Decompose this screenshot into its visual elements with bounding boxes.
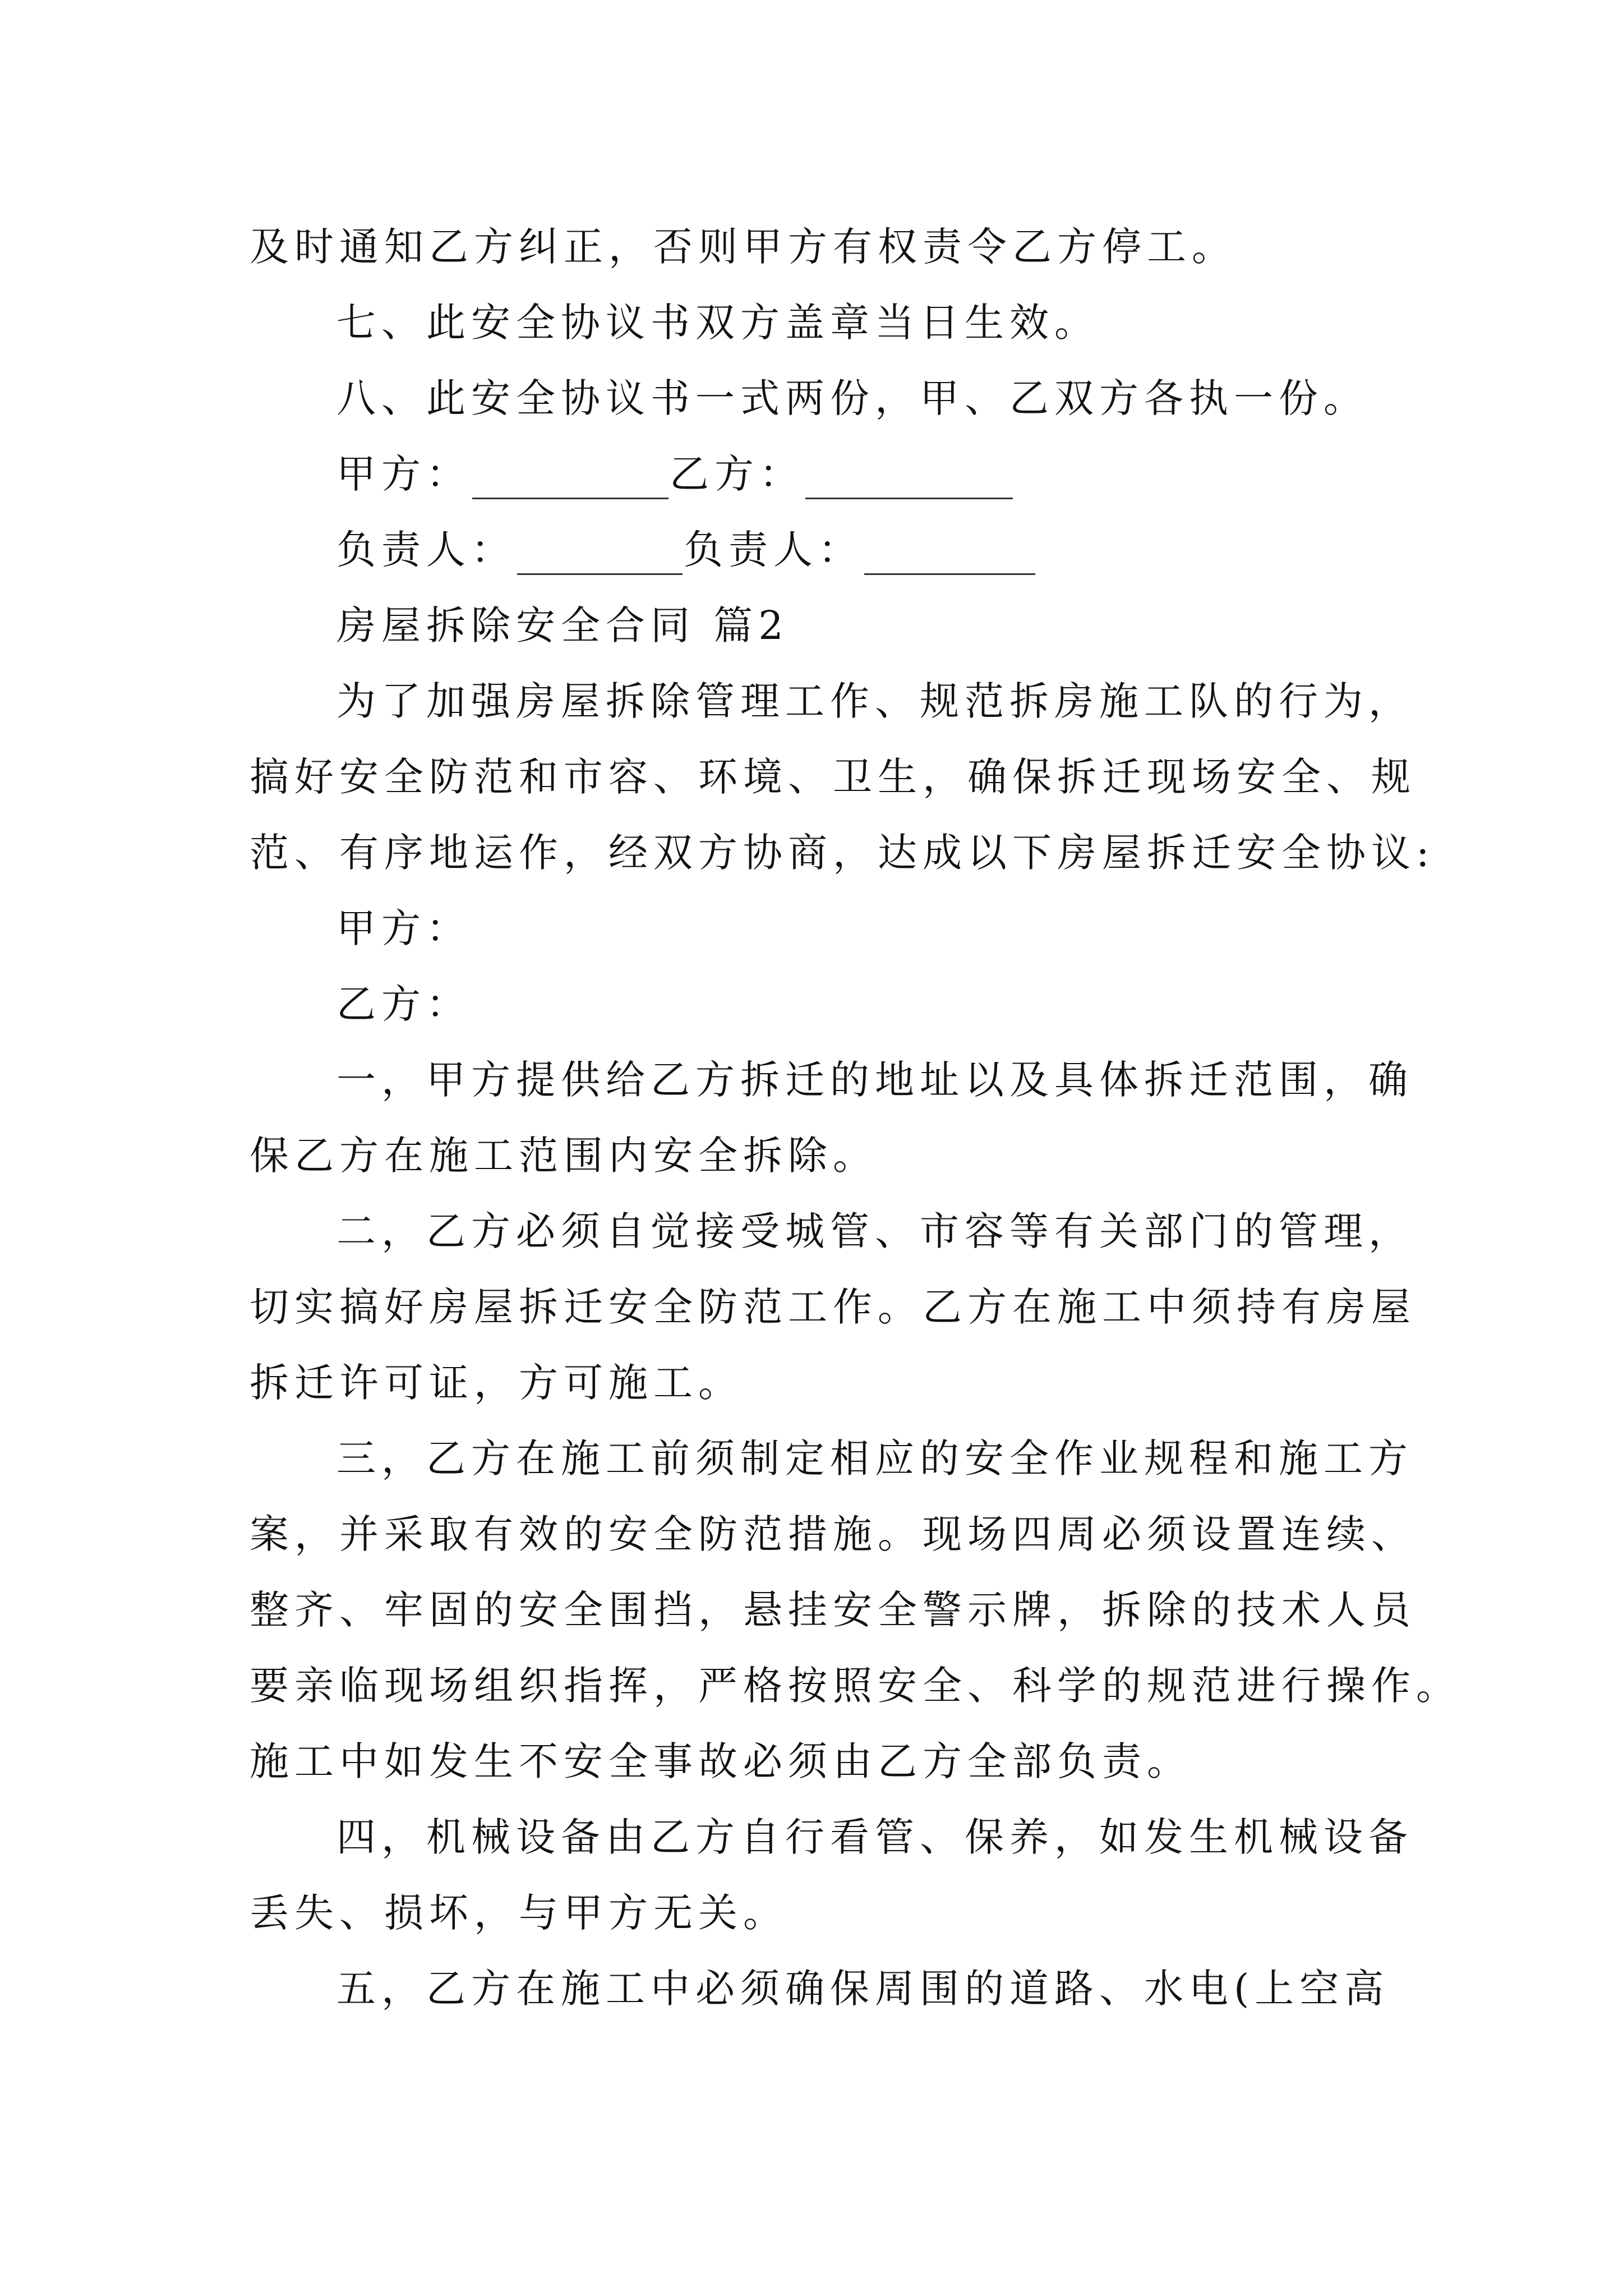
paragraph-line: 二，乙方必须自觉接受城管、市容等有关部门的管理，	[336, 1208, 1413, 1254]
responsible-b-label: 负责人：	[684, 527, 863, 573]
paragraph-line: 案，并采取有效的安全防范措施。现场四周必须设置连续、	[250, 1511, 1416, 1557]
paragraph-line: 切实搞好房屋拆迁安全防范工作。乙方在施工中须持有房屋	[250, 1284, 1416, 1330]
signature-responsible-row	[336, 524, 1036, 575]
paragraph-line: 要亲临现场组织指挥，严格按照安全、科学的规范进行操作。	[250, 1663, 1461, 1709]
clause-eight: 八、此安全协议书一式两份，甲、乙双方各执一份。	[336, 375, 1368, 421]
signature-party-row	[336, 449, 1014, 499]
party-b-line: 乙方：	[336, 981, 471, 1027]
responsible-a-blank	[517, 539, 683, 575]
party-a-label: 甲方：	[336, 451, 471, 497]
paragraph-line: 五，乙方在施工中必须确保周围的道路、水电(上空高	[336, 1966, 1390, 2012]
paragraph-line: 四，机械设备由乙方自行看管、保养，如发生机械设备	[336, 1814, 1413, 1860]
paragraph-line: 施工中如发生不安全事故必须由乙方全部负责。	[250, 1738, 1192, 1784]
responsible-a-label: 负责人：	[336, 527, 516, 573]
party-a-line: 甲方：	[336, 905, 471, 951]
responsible-b-blank	[864, 539, 1035, 575]
paragraph-line: 丢失、损坏，与甲方无关。	[250, 1890, 788, 1936]
paragraph-line: 三，乙方在施工前须制定相应的安全作业规程和施工方	[336, 1435, 1413, 1481]
paragraph-line: 为了加强房屋拆除管理工作、规范拆房施工队的行为，	[336, 678, 1413, 724]
paragraph-line: 范、有序地运作，经双方协商，达成以下房屋拆迁安全协议:	[250, 830, 1435, 876]
clause-seven: 七、此安全协议书双方盖章当日生效。	[336, 300, 1099, 346]
paragraph-line: 及时通知乙方纠正，否则甲方有权责令乙方停工。	[250, 224, 1237, 270]
paragraph-line: 整齐、牢固的安全围挡，悬挂安全警示牌，拆除的技术人员	[250, 1587, 1416, 1633]
party-b-label: 乙方：	[670, 451, 804, 497]
paragraph-line: 保乙方在施工范围内安全拆除。	[250, 1133, 878, 1179]
party-a-blank	[472, 463, 668, 499]
paragraph-line: 一，甲方提供给乙方拆迁的地址以及具体拆迁范围，确	[336, 1057, 1413, 1103]
party-b-blank	[805, 463, 1013, 499]
section-title: 房屋拆除安全合同 篇2	[336, 602, 789, 648]
paragraph-line: 拆迁许可证，方可施工。	[250, 1360, 743, 1406]
paragraph-line: 搞好安全防范和市容、环境、卫生，确保拆迁现场安全、规	[250, 754, 1416, 800]
